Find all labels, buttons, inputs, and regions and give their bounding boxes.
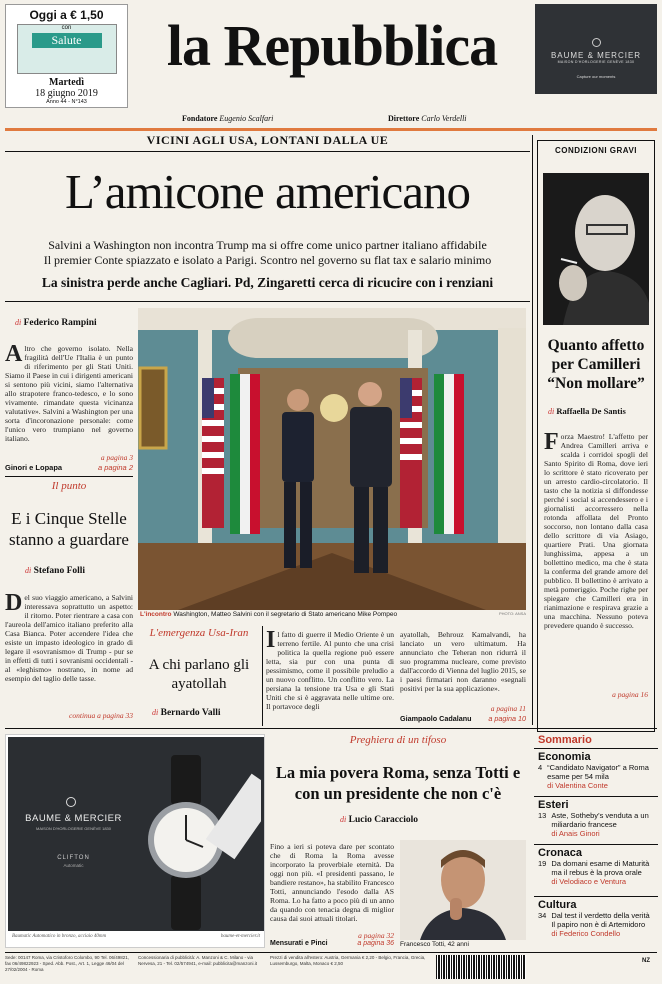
sommario-section-cultura[interactable]: [534, 897, 658, 945]
brand-emblem-icon: [592, 38, 601, 47]
folli-author: Stefano Folli: [33, 566, 86, 576]
rampini-rule: [5, 476, 133, 477]
rampini-byline: [15, 318, 133, 328]
watch-ad-emblem-icon: [66, 797, 76, 807]
totti-photo: [400, 840, 526, 940]
sommario-item-title: Aste, Sotheby’s venduta a un miliardario francese: [551, 811, 649, 829]
supplement-title: Salute: [32, 33, 102, 48]
folli-ref[interactable]: continua a pagina 33: [69, 711, 133, 720]
director-line: [388, 114, 467, 123]
watch-ad-url: baume-et-mercier.it: [220, 934, 260, 939]
sommario: [534, 732, 658, 948]
caracciolo-ref2-authors: Mensurati e Pinci: [270, 940, 328, 947]
sommario-item-title: Da domani esame di Maturità ma il rebus è la prova orale: [551, 859, 650, 877]
rampini-ref2-page: a pagina 2: [97, 463, 133, 472]
valli-text-2: ayatollah, Behrouz Kamalvandi, ha lanciato un vero ultimatum. Ha annunciato che Teheran non ridurrà il suo programma nucleare, come previsto dall'accordo di Vienna del luglio 2015, se i paesi firmatari non daranno «segnali positivi per la sua applicazione».: [400, 630, 526, 693]
right-col-divider: [532, 135, 533, 725]
sommario-section-name: Cultura: [538, 899, 577, 911]
caracciolo-ref2[interactable]: [270, 940, 394, 947]
caracciolo-di: di: [340, 815, 347, 824]
valli-ref2-page: a pagina 10: [488, 714, 526, 723]
folli-text: Del suo viaggio americano, a Salvini interessava soprattutto un aspetto: il ritorno. Poter rientrare a casa con l'aureola dell'amico italiano preferito alla Casa Bianca. Poter accendere l'idea che esiste un impasto ideologico in grado di legare il «sovranismo» di Trump - pur se in effetti di tutti i sovranismi occidentali - al «leghismo» nostrano, in nome ad esempio del taglio delle tasse.: [5, 593, 133, 683]
sommario-title: Sommario: [534, 732, 658, 749]
camilleri-photo: [543, 173, 649, 325]
masthead-rule: [5, 128, 657, 131]
supplement-con: con: [61, 25, 72, 31]
footer-col-1: Sede: 00147 Roma, via Cristoforo Colombo, 90 Tel. 06/49821, fax 06/49822923 - Sped. Abb. Post., Art. 1, Legge 46/04 del 27/02/2004 - Roma: [5, 955, 129, 972]
founder-name: Eugenio Scalfari: [219, 114, 274, 123]
caracciolo-ref[interactable]: a pagina 32: [358, 931, 394, 940]
sommario-section-name: Esteri: [538, 799, 569, 811]
masthead-ad[interactable]: [535, 4, 657, 94]
sommario-section-cronaca[interactable]: [534, 845, 658, 897]
caracciolo-author: Lucio Caracciolo: [348, 815, 418, 825]
lead-headline: L’amicone americano: [64, 164, 470, 219]
watch-ad-brand: BAUME & MERCIER: [25, 813, 122, 824]
rampini-di: di: [15, 318, 22, 327]
sommario-section-name: Economia: [538, 751, 591, 763]
chandelier: [320, 394, 348, 422]
folli-di: di: [25, 566, 32, 575]
camilleri-text: Forza Maestro! L'affetto per Andrea Camilleri arriva e scalda i corridoi spogli del Santo Spirito di Roma, dove ieri lo scrittore è stato ricoverato per un arresto cardio-circolatorio. Il tasto che la notizia si diffondesse perché i social si accendessero e i giornalisti accorressero nella rotonda affollata del Pronto soccorso, non lontano dalla casa dello scrittore di via Asiago, quartiere Prati. Una giornata lunghissima, appesa a un bollettino medico, ma che è stata la conferma del grande amore del pubblico. Il bollettino è arrivato a metà pomeriggio. Poche righe per spiegare che Camilleri era in rianimazione e respirava grazie a una macchina. Nessuno poteva prevedere quando è successo.: [544, 432, 648, 630]
folli-byline: [25, 566, 133, 576]
footer-col-3: Prezzi di vendita all'estero: Austria, Germania € 2,20 - Belgio, Francia, Grecia, Lussemburgo, Malta, Monaco € 2,50: [270, 955, 426, 966]
rampini-text: Altro che governo isolato. Nella fragilità dell'Ue l'Italia è un punto di riferimento per gli Stati Uniti. Siamo il Paese in cui i dirigenti americani si sentono più vicini, siamo l'alternativa allo strapotere franco-tedesco, e lo sono vivamente. rimandate questa vicinanza valutative». Salvini a Washington per una sorta d'incoronazione personale: come l'unico vero trumpiano nel governo italiano.: [5, 344, 133, 443]
valli-byline: [152, 708, 258, 718]
watch-ad-model: CLIFTON: [57, 855, 90, 861]
lead-deck-2: Il premier Conte spiazzato e isolato a Parigi. Scontro nel governo su flat tax e salario minimo: [43, 253, 492, 267]
issue-number: Anno 44 - N°143: [46, 99, 87, 105]
masthead-ad-brand: BAUME & MERCIER: [550, 51, 642, 60]
lead-photo: [138, 308, 526, 610]
italian-flag-right: [434, 374, 464, 534]
camilleri-ref[interactable]: a pagina 16: [612, 690, 648, 699]
sommario-section-esteri[interactable]: [534, 797, 658, 845]
watch-ad-caption: Baumatic Automatico in bronzo, acciaio 40mm: [12, 934, 107, 939]
supplement-box: [17, 24, 117, 74]
date-day: Martedì: [49, 77, 84, 88]
italian-flag-left: [230, 374, 260, 534]
camilleri-headline: Quanto affetto per Camilleri “Non mollare”: [547, 337, 645, 392]
caracciolo-text: Fino a ieri si poteva dare per scontato che di Roma la Roma avesse incorporato la proverbiale eternità. Da oggi non più. «I presidenti passano, le bandiere restano», ha stabilito Francesco Totti, annunciando l'esodo dalla AS Roma. Lo ha fatto a poco più di un anno da quando con tenacia degna di miglior causa dai suoi attuali titolari.: [270, 842, 394, 923]
valli-headline: A chi parlano gli ayatollah: [148, 657, 250, 692]
watch-image: [131, 755, 261, 930]
totti-caption: Francesco Totti, 42 anni: [400, 941, 469, 948]
camilleri-kicker: CONDIZIONI GRAVI: [554, 146, 638, 155]
lower-rule: [5, 728, 657, 729]
caracciolo-ref2-page: a pagina 36: [357, 940, 394, 947]
masthead-ad-tag: Capture our moments: [576, 74, 616, 79]
price-box: [5, 4, 128, 108]
valli-author: Bernardo Valli: [160, 708, 221, 718]
camilleri-byline: [548, 406, 654, 416]
masthead-ad-sub: MAISON D'HORLOGERIE GENÈVE 1830: [557, 60, 635, 64]
caracciolo-byline: [340, 815, 520, 825]
sommario-item-title: “Candidato Navigator” a Roma esame per 54 mila: [547, 763, 649, 781]
price-label: Oggi a € 1,50: [6, 5, 127, 22]
sommario-section-economia[interactable]: [534, 749, 658, 797]
lead-photo-caption: [140, 611, 526, 618]
watch-ad-sub: MAISON D'HORLOGERIE GENÈVE 1830: [35, 826, 111, 831]
folli-kicker: Il punto: [51, 480, 87, 492]
rampini-ref2-authors: Ginori e Lopapa: [5, 463, 63, 472]
founder-line: [182, 114, 273, 123]
lead-deck-1: Salvini a Washington non incontra Trump ma si offre come unico partner italiano affidabile: [48, 238, 487, 252]
valli-divider: [262, 626, 263, 726]
us-flag-left: [202, 378, 224, 528]
sommario-item-author: di Federico Condello: [551, 929, 621, 938]
lead-kicker: VICINI AGLI USA, LONTANI DALLA UE: [146, 133, 389, 147]
rampini-author: Federico Rampini: [23, 318, 97, 328]
sommario-section-name: Cronaca: [538, 847, 583, 859]
sommario-item-author: di Valentina Conte: [547, 781, 608, 790]
footer-code: NZ: [642, 958, 650, 964]
valli-ref2-author: Giampaolo Cadalanu: [400, 714, 472, 723]
newspaper-title: la Repubblica: [166, 13, 498, 78]
valli-di: di: [152, 708, 159, 717]
valli-text-1: Il fatto di guerre il Medio Oriente è un terreno fertile. Al punto che una crisi politica la quella regione può essere letta, sia pur con una punta di pessimismo, come il possibile preludio a un nuovo conflitto. Un conflitto vero. La persiana la tensione tra Usa e gli Stati Uniti che si è aggravata nelle ultime ore. Il portavoce degli: [266, 630, 394, 711]
director-label: Direttore: [388, 114, 420, 123]
sommario-page: 4: [538, 763, 543, 772]
sommario-page: 34: [538, 911, 547, 920]
valli-ref[interactable]: a pagina 11: [490, 704, 526, 713]
camilleri-author: Raffaella De Santis: [556, 406, 626, 416]
camilleri-di: di: [548, 407, 555, 416]
lead-photo-caption-text: Washington, Matteo Salvini con il segretario di Stato americano Mike Pompeo: [173, 611, 398, 618]
sommario-item-author: di Anais Ginori: [551, 829, 600, 838]
caracciolo-headline: La mia povera Roma, senza Totti e con un presidente che non c'è: [275, 763, 521, 803]
footer-rule: [5, 952, 657, 953]
folli-headline: E i Cinque Stelle stanno a guardare: [9, 509, 129, 549]
lead-photo-credit: PHOTO: ANSA: [498, 611, 526, 616]
rampini-ref[interactable]: a pagina 3: [100, 453, 133, 462]
sommario-item-title: Dal test il verdetto della verità Il papiro non è di Artemidoro: [551, 911, 650, 929]
founder-label: Fondatore: [182, 114, 218, 123]
sommario-page: 19: [538, 859, 547, 868]
rampini-ref2[interactable]: [5, 463, 133, 472]
director-name: Carlo Verdelli: [421, 114, 467, 123]
valli-ref2[interactable]: [400, 714, 526, 723]
watch-ad-model-sub: Automatic: [63, 863, 84, 868]
sommario-page: 13: [538, 811, 547, 820]
lead-rule: [5, 301, 530, 302]
valli-kicker: L'emergenza Usa-Iran: [149, 627, 249, 639]
date: 18 giugno 2019: [35, 88, 98, 99]
lead-secondary: La sinistra perde anche Cagliari. Pd, Zingaretti cerca di ricucire con i renziani: [41, 275, 494, 290]
lead-photo-caption-label: L'incontro: [140, 611, 172, 618]
watch-ad[interactable]: [5, 734, 265, 948]
barcode: [436, 955, 526, 979]
caracciolo-kicker: Preghiera di un tifoso: [349, 734, 447, 746]
us-flag-right: [400, 378, 422, 528]
footer-col-2: Concessionaria di pubblicità: A. Manzoni & C. Milano - via Nervesa, 21 - Tel. 02/574941, e-mail: pubblicita@manzoni.it: [138, 955, 258, 966]
lead-kicker-rule: [5, 151, 530, 152]
sommario-item-author: di Velodiaco e Ventura: [551, 877, 626, 886]
